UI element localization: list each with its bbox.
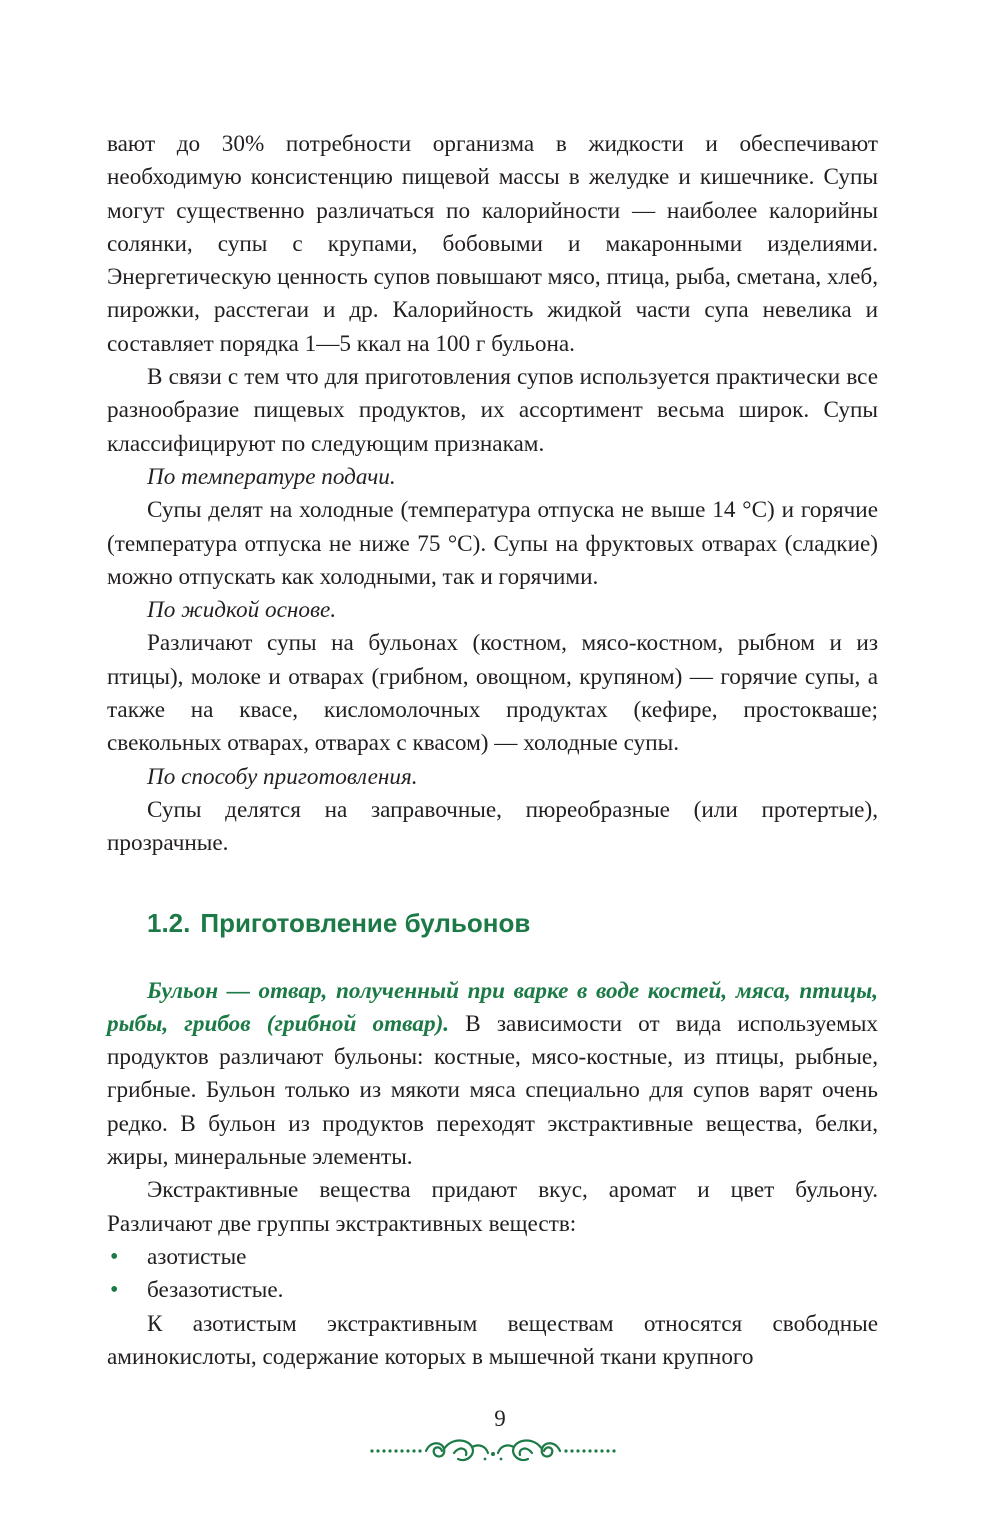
list-item xyxy=(107,1241,878,1274)
section-title: Приготовление бульонов xyxy=(200,907,531,938)
extractives-list xyxy=(107,1241,878,1308)
section-number: 1.2. xyxy=(147,907,191,938)
paragraph-nitrogenous: К азотистым экстрактивным веществам относятся свободные аминокислоты, содержание которых в мышечной ткани крупного xyxy=(107,1310,878,1370)
page-body xyxy=(107,128,878,1374)
list-item-text: безазотистые. xyxy=(147,1277,284,1304)
paragraph-preparation: Супы делятся на заправочные, пюреобразные (или протертые), прозрачные. xyxy=(107,796,878,857)
page-number: 9 xyxy=(494,1406,506,1431)
criterion-temperature: По температуре подачи. xyxy=(147,463,396,490)
definition-term: Бульон — отвар, полученный при варке в воде костей, мяса, птицы, рыбы, грибов (грибной отвар). xyxy=(107,977,878,1037)
list-item-text: азотистые xyxy=(147,1243,247,1270)
criterion-liquid-base: По жидкой основе. xyxy=(147,597,337,624)
criterion-preparation: По способу приготовления. xyxy=(147,763,418,790)
list-item xyxy=(107,1274,878,1307)
paragraph-temperature: Супы делят на холодные (температура отпуска не выше 14 °С) и горячие (температура отпуска не ниже 75 °С). Супы на фруктовых отварах (сладкие) можно отпускать как холодными, так и горячими. xyxy=(107,497,878,590)
section-heading xyxy=(147,906,878,940)
paragraph-soup-assortment: В связи с тем что для приготовления супов используется практически все разнообразие пищевых продуктов, их ассортимент весьма широк. Супы классифицируют по следующим признакам. xyxy=(107,364,878,457)
bullet-icon: • xyxy=(110,1277,119,1304)
ornament-divider-icon xyxy=(368,1433,618,1469)
definition-rest: В зависимости от вида используемых продуктов различают бульоны: костные, мясо-костные, из птицы, рыбные, грибные. Бульон только из мякоти мяса специально для супов варят очень редко. В бульон из продуктов переходят экстрактивные вещества, белки, жиры, минеральные элементы. xyxy=(107,1010,878,1171)
paragraph-extractives-intro: Экстрактивные вещества придают вкус, аромат и цвет бульону. Различают две группы экстрактивных веществ: xyxy=(107,1177,878,1237)
paragraph-liquid-base: Различают супы на бульонах (костном, мясо-костном, рыбном и из птицы), молоке и отварах (грибном, овощном, крупяном) — горячие супы, а также на квасе, кисломолочных продуктах (кефире, простокваше; свекольных отварах, отварах с квасом) — холодные супы. xyxy=(107,630,878,757)
paragraph-bouillon-definition xyxy=(107,975,878,1175)
paragraph-soup-calories: вают до 30% потребности организма в жидкости и обеспечивают необходимую консистенцию пищевой массы в желудке и кишечнике. Супы могут существенно различаться по калорийности — наиболее калорийны солянки, супы с крупами, бобовыми и макаронными изделиями. Энергетическую ценность супов повышают мясо, птица, рыба, сметана, хлеб, пирожки, расстегаи и др. Калорийность жидкой части супа невелика и составляет порядка 1—5 ккал на 100 г бульона. xyxy=(107,131,878,357)
bullet-icon: • xyxy=(110,1243,119,1270)
